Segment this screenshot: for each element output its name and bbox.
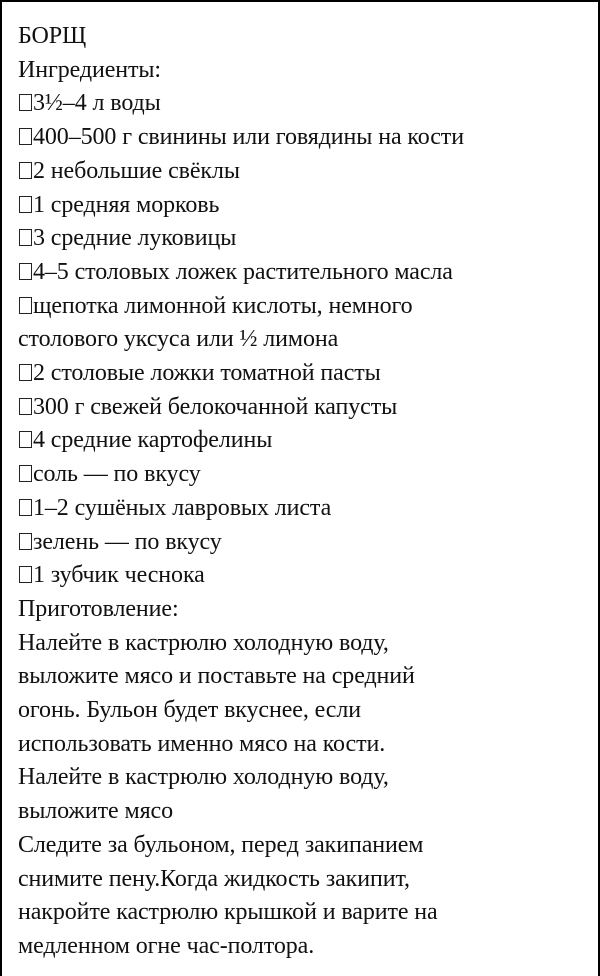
ingredient-item: 1–2 сушёных лавровых листа [18,492,588,526]
checkbox-icon[interactable] [19,94,32,111]
checkbox-icon[interactable] [19,196,32,213]
recipe-title: БОРЩ [18,23,87,49]
preparation-heading: Приготовление: [18,595,179,622]
ingredient-item: 300 г свежей белокочанной капусты [18,391,588,425]
checkbox-icon[interactable] [19,465,32,482]
checkbox-icon[interactable] [19,263,32,280]
checkbox-icon[interactable] [19,229,32,246]
preparation-line: Следите за бульоном, перед закипанием [18,831,424,858]
checkbox-icon[interactable] [19,128,32,145]
ingredient-item: 4–5 столовых ложек растительного масла [18,256,588,290]
preparation-line: накройте кастрюлю крышкой и варите на [18,899,438,926]
ingredient-item: 1 зубчик чеснока [18,559,588,593]
preparation-line: выложите мясо [18,798,173,825]
ingredient-item: 1 средняя морковь [18,189,588,223]
ingredient-item: 400–500 г свинины или говядины на кости [18,121,588,155]
preparation-line: снимите пену.Когда жидкость закипит, [18,865,410,892]
ingredient-item-continuation: столового уксуса или ½ лимона [18,326,339,353]
preparation-line: использовать именно мясо на кости. [18,730,386,757]
preparation-line: выложите мясо и поставьте на средний [18,663,415,690]
recipe-document [18,20,588,964]
checkbox-icon[interactable] [19,398,32,415]
checkbox-icon[interactable] [19,499,32,516]
ingredient-item: щепотка лимонной кислоты, немного [18,290,588,324]
ingredient-item: 3½–4 л воды [18,87,588,121]
preparation-text [18,627,588,964]
preparation-line: огонь. Бульон будет вкуснее, если [18,697,361,724]
ingredients-heading: Ингредиенты: [18,56,161,83]
preparation-line: Налейте в кастрюлю холодную воду, [18,629,389,656]
checkbox-icon[interactable] [19,297,32,314]
checkbox-icon[interactable] [19,431,32,448]
ingredient-item: 3 средние луковицы [18,222,588,256]
ingredient-item: 4 средние картофелины [18,424,588,458]
checkbox-icon[interactable] [19,364,32,381]
preparation-line: медленном огне час-полтора. [18,932,315,959]
ingredient-item: зелень — по вкусу [18,526,588,560]
ingredient-item: 2 столовые ложки томатной пасты [18,357,588,391]
ingredients-list [18,87,588,593]
preparation-line: Налейте в кастрюлю холодную воду, [18,764,389,791]
checkbox-icon[interactable] [19,533,32,550]
ingredient-item: соль — по вкусу [18,458,588,492]
checkbox-icon[interactable] [19,162,32,179]
ingredient-item: 2 небольшие свёклы [18,155,588,189]
checkbox-icon[interactable] [19,566,32,583]
